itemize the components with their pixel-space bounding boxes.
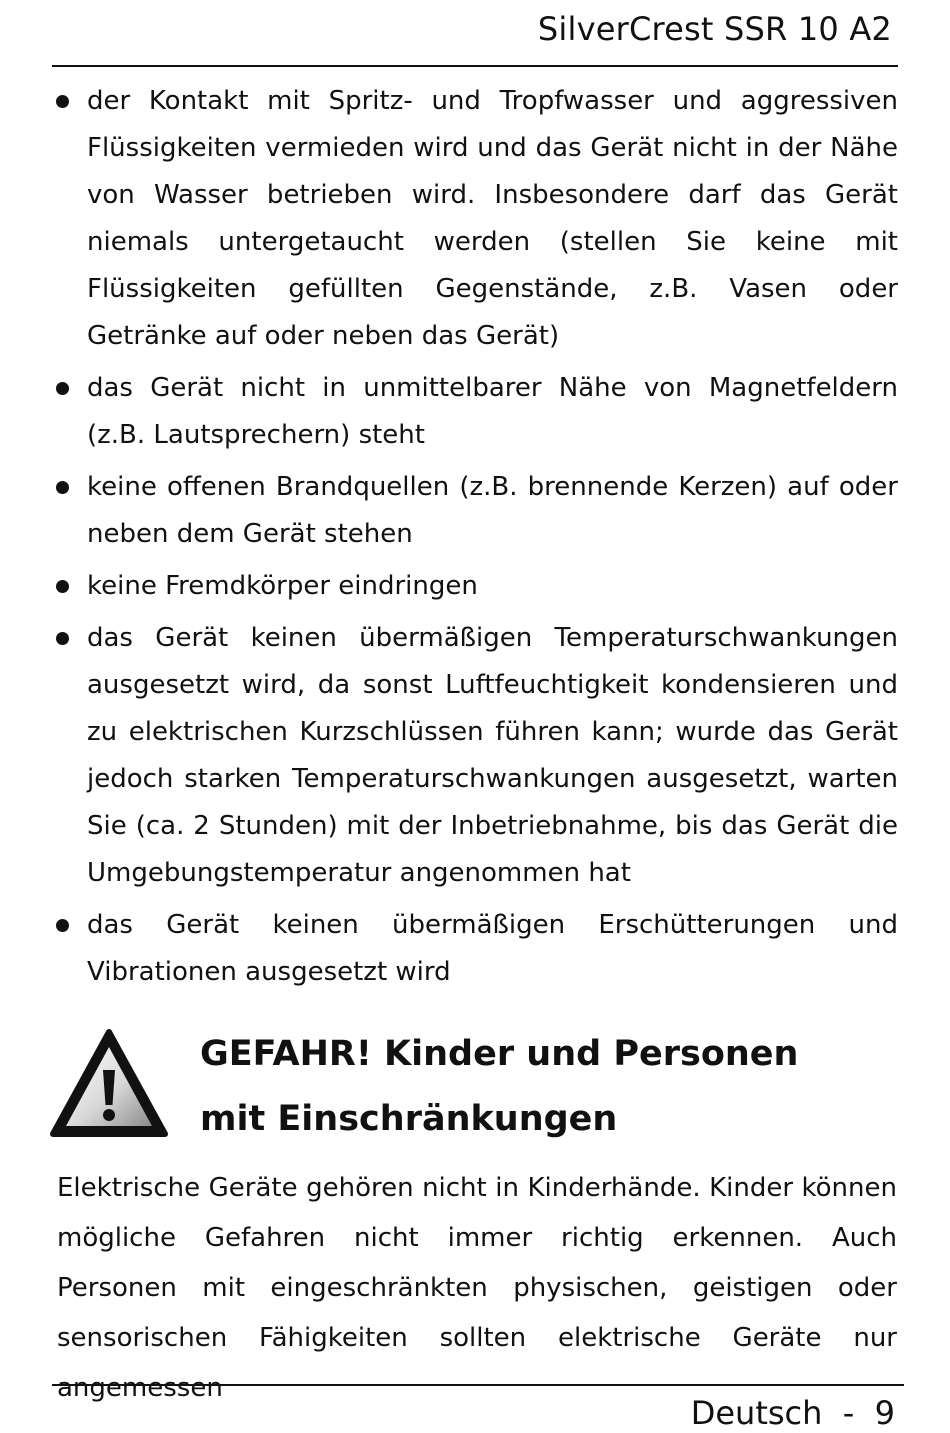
bullet-text: der Kontakt mit Spritz- und Tropfwasser und aggressiven Flüssigkeiten vermieden wird und das Gerät nicht in der Nähe von Wasser betrieben wird. Insbesondere darf das Gerät niemals untergetaucht werden (stellen Sie keine mit Flüssigkeiten gefüllten Gegenstände, z.B. Vasen oder Getränke auf oder neben das Gerät)	[87, 86, 898, 351]
bullet-text: das Gerät keinen übermäßigen Temperaturschwankungen ausgesetzt wird, da sonst Luftfeuchtigkeit kondensieren und zu elektrischen Kurzschlüssen führen kann; wurde das Gerät jedoch starken Temperaturschwankungen ausgesetzt, warten Sie (ca. 2 Stunden) mit der Inbetriebnahme, bis das Gerät die Umgebungstemperatur angenommen hat	[87, 623, 898, 888]
bullet-text: keine Fremdkörper eindringen	[87, 571, 478, 601]
body-paragraph: Elektrische Geräte gehören nicht in Kinderhände. Kinder können mögliche Gefahren nicht immer richtig erkennen. Auch Personen mit eingeschränkten physischen, geistigen oder sensorischen Fähigkeiten sollten elektrische Geräte nur angemessen	[57, 1173, 897, 1403]
bullet-icon	[56, 632, 69, 645]
list-item	[52, 563, 898, 610]
page-header-title: SilverCrest SSR 10 A2	[537, 10, 892, 48]
warning-title-line-2: mit Einschränkungen	[200, 1099, 618, 1139]
page-footer	[691, 1394, 895, 1432]
danger-warning-block	[48, 1022, 898, 1152]
footer-divider	[52, 1384, 904, 1386]
bullet-text: keine offenen Brandquellen (z.B. brennende Kerzen) auf oder neben dem Gerät stehen	[87, 472, 898, 549]
bullet-text: das Gerät keinen übermäßigen Erschütterungen und Vibrationen ausgesetzt wird	[87, 910, 898, 987]
bullet-icon	[56, 919, 69, 932]
safety-bullet-list	[52, 78, 898, 1001]
bullet-icon	[56, 95, 69, 108]
bullet-icon	[56, 481, 69, 494]
bullet-text: das Gerät nicht in unmittelbarer Nähe von Magnetfeldern (z.B. Lautsprechern) steht	[87, 373, 898, 450]
list-item	[52, 365, 898, 459]
footer-text: Deutsch - 9	[690, 1394, 895, 1432]
warning-title	[200, 1022, 890, 1152]
list-item	[52, 78, 898, 360]
bullet-icon	[56, 580, 69, 593]
warning-title-line-1: GEFAHR! Kinder und Personen	[200, 1034, 799, 1074]
warning-triangle-icon	[48, 1026, 170, 1140]
list-item	[52, 615, 898, 897]
list-item	[52, 464, 898, 558]
bullet-icon	[56, 382, 69, 395]
header-divider	[52, 65, 898, 67]
list-item	[52, 902, 898, 996]
